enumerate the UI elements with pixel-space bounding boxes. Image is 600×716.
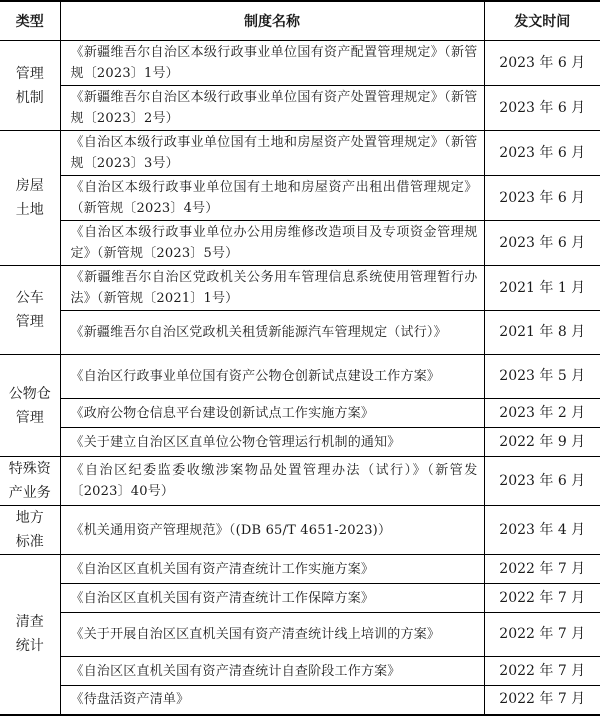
category-cell: 特殊资 产业务 <box>0 457 60 506</box>
category-cell: 公车 管理 <box>0 266 60 355</box>
table-row <box>0 131 600 176</box>
regulation-name: 《关于开展自治区区直机关国有资产清查统计线上培训的方案》 <box>60 613 484 657</box>
header-row <box>0 1 600 41</box>
regulation-name: 《自治区行政事业单位国有资产公物仓创新试点建设工作方案》 <box>60 355 484 399</box>
regulation-name: 《自治区区直机关国有资产清查统计工作保障方案》 <box>60 584 484 613</box>
regulation-name: 《关于建立自治区区直单位公物仓管理运行机制的通知》 <box>60 428 484 457</box>
issue-date: 2022 年 7 月 <box>484 657 600 686</box>
table-row <box>0 657 600 686</box>
issue-date: 2022 年 9 月 <box>484 428 600 457</box>
issue-date: 2023 年 5 月 <box>484 355 600 399</box>
issue-date: 2022 年 7 月 <box>484 613 600 657</box>
issue-date: 2023 年 6 月 <box>484 176 600 221</box>
table-row <box>0 41 600 86</box>
issue-date: 2023 年 6 月 <box>484 86 600 131</box>
issue-date: 2022 年 7 月 <box>484 584 600 613</box>
category-cell: 清查 统计 <box>0 555 60 715</box>
table-row <box>0 613 600 657</box>
table-row <box>0 266 600 311</box>
table-row <box>0 584 600 613</box>
table-row <box>0 311 600 355</box>
regulation-name: 《自治区本级行政事业单位国有土地和房屋资产处置管理规定》（新管规〔2023〕3号） <box>60 131 484 176</box>
table-body <box>0 41 600 715</box>
table-row <box>0 176 600 221</box>
regulation-name: 《自治区本级行政事业单位国有土地和房屋资产出租出借管理规定》（新管规〔2023〕4号） <box>60 176 484 221</box>
category-cell: 房屋 土地 <box>0 131 60 266</box>
regulation-name: 《新疆维吾尔自治区党政机关公务用车管理信息系统使用管理暂行办法》（新管规〔2021〕1号） <box>60 266 484 311</box>
issue-date: 2023 年 6 月 <box>484 221 600 266</box>
regulation-name: 《自治区纪委监委收缴涉案物品处置管理办法（试行）》（新管发〔2023〕40号） <box>60 457 484 506</box>
regulation-name: 《自治区区直机关国有资产清查统计自查阶段工作方案》 <box>60 657 484 686</box>
table-row <box>0 428 600 457</box>
table-header <box>0 1 600 41</box>
table-row <box>0 399 600 428</box>
regulation-name: 《自治区本级行政事业单位办公用房维修改造项目及专项资金管理规定》（新管规〔2023〕5号） <box>60 221 484 266</box>
table-row <box>0 555 600 584</box>
issue-date: 2023 年 6 月 <box>484 131 600 176</box>
header-name: 制度名称 <box>60 1 484 41</box>
regulation-name: 《新疆维吾尔自治区本级行政事业单位国有资产处置管理规定》（新管规〔2023〕2号） <box>60 86 484 131</box>
table-row <box>0 686 600 715</box>
regulation-name: 《待盘活资产清单》 <box>60 686 484 715</box>
regulation-name: 《新疆维吾尔自治区本级行政事业单位国有资产配置管理规定》（新管规〔2023〕1号） <box>60 41 484 86</box>
regulation-name: 《自治区区直机关国有资产清查统计工作实施方案》 <box>60 555 484 584</box>
issue-date: 2022 年 7 月 <box>484 555 600 584</box>
header-type: 类型 <box>0 1 60 41</box>
issue-date: 2023 年 6 月 <box>484 41 600 86</box>
table-row <box>0 86 600 131</box>
table-row <box>0 355 600 399</box>
table-row <box>0 221 600 266</box>
header-date: 发文时间 <box>484 1 600 41</box>
issue-date: 2021 年 1 月 <box>484 266 600 311</box>
regulation-name: 《政府公物仓信息平台建设创新试点工作实施方案》 <box>60 399 484 428</box>
regulation-name: 《新疆维吾尔自治区党政机关租赁新能源汽车管理规定（试行）》 <box>60 311 484 355</box>
regulation-name: 《机关通用资产管理规范》（(DB 65/T 4651-2023)） <box>60 506 484 555</box>
category-cell: 公物仓 管理 <box>0 355 60 457</box>
table-row <box>0 506 600 555</box>
category-cell: 管理 机制 <box>0 41 60 131</box>
issue-date: 2023 年 2 月 <box>484 399 600 428</box>
issue-date: 2021 年 8 月 <box>484 311 600 355</box>
table-row <box>0 457 600 506</box>
issue-date: 2023 年 6 月 <box>484 457 600 506</box>
issue-date: 2023 年 4 月 <box>484 506 600 555</box>
issue-date: 2022 年 7 月 <box>484 686 600 715</box>
category-cell: 地方 标准 <box>0 506 60 555</box>
